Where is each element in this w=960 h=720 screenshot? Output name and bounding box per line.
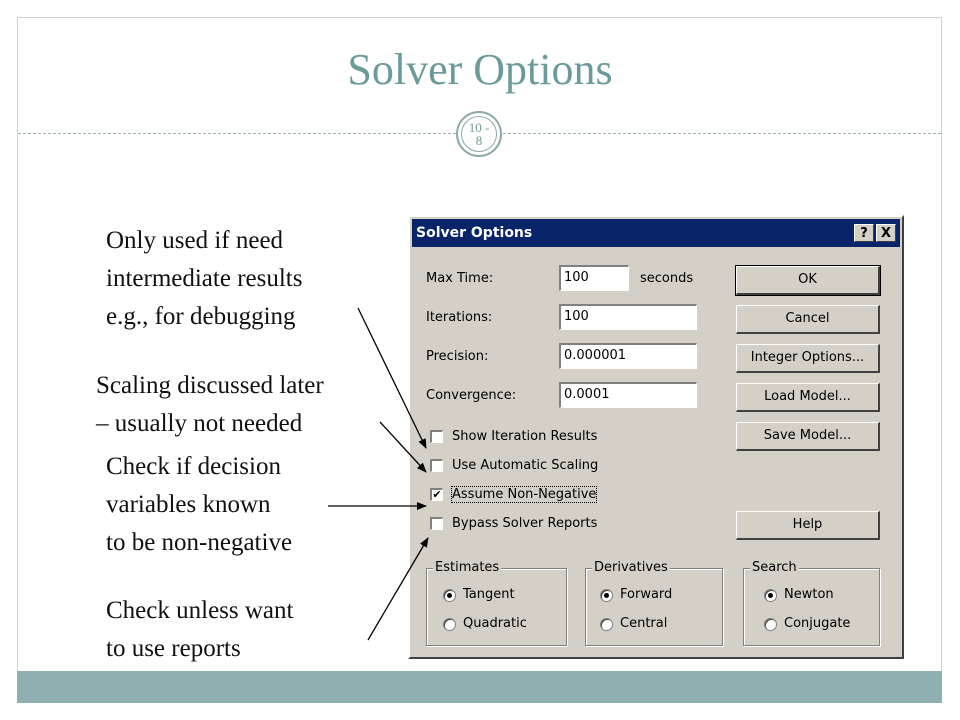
estimates-group-label: Estimates: [435, 560, 500, 575]
max-time-label: Max Time:: [426, 271, 494, 286]
note-line: variables known: [106, 491, 271, 518]
note-line: intermediate results: [106, 265, 303, 292]
arrow-to-use-automatic-scaling: [380, 422, 426, 472]
integer-options-button[interactable]: Integer Options...: [736, 344, 880, 373]
dialog-title: Solver Options: [416, 225, 533, 241]
iterations-input[interactable]: 100: [559, 304, 697, 330]
load-model-button[interactable]: Load Model...: [736, 383, 880, 412]
tangent-label[interactable]: Tangent: [463, 587, 515, 602]
iterations-label: Iterations:: [426, 310, 493, 325]
quadratic-label[interactable]: Quadratic: [463, 616, 527, 631]
note-line: Check unless want: [106, 597, 294, 624]
conjugate-label[interactable]: Conjugate: [784, 616, 851, 631]
note-line: Only used if need: [106, 227, 284, 254]
max-time-input[interactable]: 100: [559, 265, 629, 291]
convergence-label: Convergence:: [426, 388, 517, 403]
note-line: to be non-negative: [106, 529, 293, 556]
note-line: Scaling discussed later: [96, 372, 324, 399]
bypass-solver-reports-label[interactable]: Bypass Solver Reports: [452, 516, 598, 531]
help-icon[interactable]: ?: [854, 224, 874, 242]
help-button[interactable]: Help: [736, 511, 880, 540]
assume-non-negative-label[interactable]: Assume Non-Negative: [452, 487, 597, 502]
max-time-unit: seconds: [640, 271, 694, 286]
forward-label[interactable]: Forward: [620, 587, 673, 602]
note-line: e.g., for debugging: [106, 303, 296, 330]
precision-label: Precision:: [426, 349, 489, 364]
close-icon[interactable]: X: [876, 224, 896, 242]
note-line: – usually not needed: [96, 410, 303, 437]
note-line: to use reports: [106, 635, 241, 662]
check-mark-icon: ✔: [432, 488, 442, 501]
use-automatic-scaling-label[interactable]: Use Automatic Scaling: [452, 458, 599, 473]
page-number: 10 - 8: [461, 116, 497, 152]
arrow-to-bypass-solver-reports: [368, 538, 428, 640]
show-iteration-results-label[interactable]: Show Iteration Results: [452, 429, 598, 444]
ok-button[interactable]: OK: [736, 266, 880, 295]
precision-input[interactable]: 0.000001: [559, 343, 697, 369]
arrow-to-show-iteration-results: [358, 308, 426, 448]
note-line: Check if decision: [106, 453, 281, 480]
convergence-input[interactable]: 0.0001: [559, 382, 697, 408]
newton-label[interactable]: Newton: [784, 587, 834, 602]
save-model-button[interactable]: Save Model...: [736, 422, 880, 451]
cancel-button[interactable]: Cancel: [736, 305, 880, 334]
central-label[interactable]: Central: [620, 616, 668, 631]
slide-title: Solver Options: [347, 45, 613, 94]
search-group-label: Search: [752, 560, 797, 575]
derivatives-group-label: Derivatives: [594, 560, 668, 575]
footer-bar: [17, 671, 942, 703]
